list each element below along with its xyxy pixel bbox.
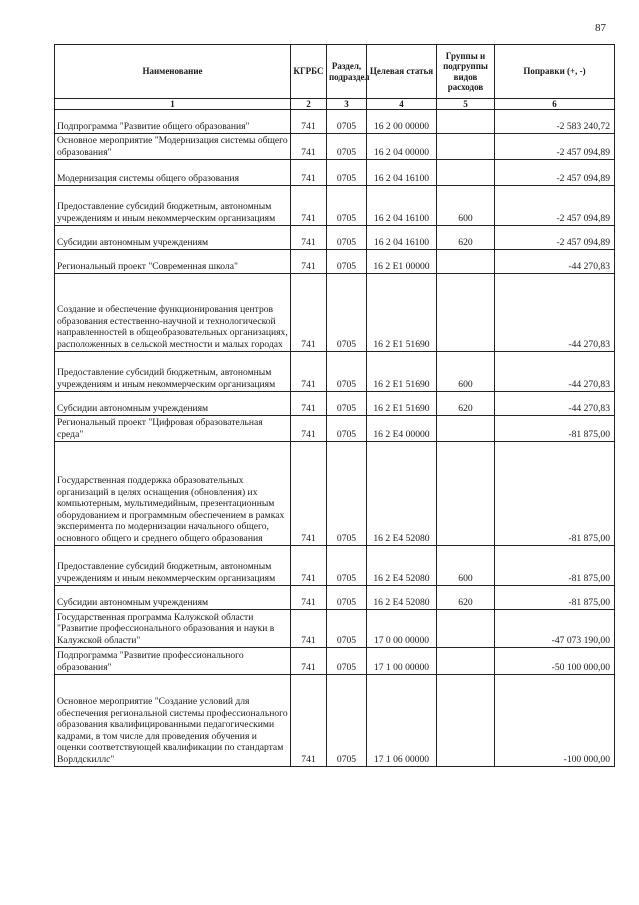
row-kgrbs: 741 [291, 392, 327, 416]
table-row [55, 648, 615, 675]
row-kgrbs: 741 [291, 160, 327, 186]
row-target: 16 2 04 16100 [367, 160, 437, 186]
row-group [437, 442, 495, 546]
row-kgrbs: 741 [291, 546, 327, 586]
table-row [55, 226, 615, 250]
row-section: 0705 [327, 134, 367, 160]
row-section: 0705 [327, 226, 367, 250]
row-kgrbs: 741 [291, 352, 327, 392]
row-group: 600 [437, 546, 495, 586]
row-name: Предоставление субсидий бюджетным, автономным учреждениям и иным некоммерческим организациям [55, 352, 291, 392]
column-number: 3 [327, 99, 367, 110]
table-row [55, 586, 615, 610]
header-name: Наименование [55, 45, 291, 99]
row-kgrbs: 741 [291, 110, 327, 134]
row-amount: -44 270,83 [495, 274, 615, 352]
header-kgrbs: КГРБС [291, 45, 327, 99]
row-name: Региональный проект "Цифровая образовательная среда" [55, 416, 291, 442]
table-row [55, 274, 615, 352]
row-target: 16 2 E4 52080 [367, 586, 437, 610]
row-group [437, 110, 495, 134]
row-target: 16 2 E4 00000 [367, 416, 437, 442]
table-row [55, 416, 615, 442]
row-amount: -2 457 094,89 [495, 160, 615, 186]
row-section: 0705 [327, 586, 367, 610]
row-name: Субсидии автономным учреждениям [55, 226, 291, 250]
row-amount: -44 270,83 [495, 392, 615, 416]
table-row [55, 675, 615, 767]
row-group [437, 610, 495, 648]
row-kgrbs: 741 [291, 250, 327, 274]
row-kgrbs: 741 [291, 675, 327, 767]
row-target: 16 2 04 16100 [367, 186, 437, 226]
table-row [55, 250, 615, 274]
row-amount: -81 875,00 [495, 546, 615, 586]
row-group [437, 134, 495, 160]
row-target: 17 0 00 00000 [367, 610, 437, 648]
row-group [437, 250, 495, 274]
row-section: 0705 [327, 392, 367, 416]
column-number: 5 [437, 99, 495, 110]
row-name: Предоставление субсидий бюджетным, автономным учреждениям и иным некоммерческим организациям [55, 186, 291, 226]
header-row [55, 45, 615, 99]
row-section: 0705 [327, 610, 367, 648]
column-number: 1 [55, 99, 291, 110]
row-section: 0705 [327, 186, 367, 226]
header-groups: Группы и подгруппы видов расходов [437, 45, 495, 99]
table-row [55, 352, 615, 392]
row-group: 620 [437, 226, 495, 250]
row-target: 16 2 E1 51690 [367, 392, 437, 416]
row-target: 16 2 00 00000 [367, 110, 437, 134]
row-name: Основное мероприятие "Создание условий для обеспечения региональной системы профессионального образования квалифицированными педагогическими кадрами, в том числе для проведения обучения и оценки соответствующей квалификации по стандартам Ворлдскиллс" [55, 675, 291, 767]
row-name: Субсидии автономным учреждениям [55, 586, 291, 610]
row-amount: -44 270,83 [495, 352, 615, 392]
table-row [55, 160, 615, 186]
row-amount: -81 875,00 [495, 442, 615, 546]
row-name: Модернизация системы общего образования [55, 160, 291, 186]
row-kgrbs: 741 [291, 416, 327, 442]
header-target: Целевая статья [367, 45, 437, 99]
row-section: 0705 [327, 648, 367, 675]
row-amount: -44 270,83 [495, 250, 615, 274]
row-target: 16 2 E4 52080 [367, 442, 437, 546]
row-kgrbs: 741 [291, 134, 327, 160]
row-section: 0705 [327, 250, 367, 274]
row-target: 16 2 04 00000 [367, 134, 437, 160]
row-amount: -81 875,00 [495, 416, 615, 442]
row-section: 0705 [327, 675, 367, 767]
row-name: Создание и обеспечение функционирования центров образования естественно-научной и технологической направленностей в общеобразовательных организациях, расположенных в сельской местности и малых городах [55, 274, 291, 352]
row-name: Основное мероприятие "Модернизация системы общего образования" [55, 134, 291, 160]
table-row [55, 186, 615, 226]
row-name: Подпрограмма "Развитие профессионального образования" [55, 648, 291, 675]
row-target: 16 2 E1 51690 [367, 352, 437, 392]
row-target: 16 2 E1 00000 [367, 250, 437, 274]
row-name: Государственная программа Калужской области "Развитие профессионального образования и науки в Калужской области" [55, 610, 291, 648]
row-name: Субсидии автономным учреждениям [55, 392, 291, 416]
column-number: 4 [367, 99, 437, 110]
table-row [55, 610, 615, 648]
column-number-row [55, 99, 615, 110]
row-group: 620 [437, 586, 495, 610]
row-kgrbs: 741 [291, 586, 327, 610]
header-amendments: Поправки (+, -) [495, 45, 615, 99]
row-section: 0705 [327, 442, 367, 546]
row-name: Государственная поддержка образовательных организаций в целях оснащения (обновления) их компьютерным, мультимедийным, презентационным оборудованием и программным обеспечением в рамках эксперимента по модернизации начального общего, основного общего и среднего общего образования [55, 442, 291, 546]
table-row [55, 392, 615, 416]
row-name: Подпрограмма "Развитие общего образования" [55, 110, 291, 134]
row-kgrbs: 741 [291, 274, 327, 352]
row-group [437, 648, 495, 675]
row-section: 0705 [327, 416, 367, 442]
row-group [437, 160, 495, 186]
row-group: 600 [437, 352, 495, 392]
row-group [437, 675, 495, 767]
row-target: 17 1 00 00000 [367, 648, 437, 675]
row-amount: -50 100 000,00 [495, 648, 615, 675]
page-number: 87 [595, 22, 606, 34]
row-target: 17 1 06 00000 [367, 675, 437, 767]
row-kgrbs: 741 [291, 610, 327, 648]
row-name: Предоставление субсидий бюджетным, автономным учреждениям и иным некоммерческим организациям [55, 546, 291, 586]
table-row [55, 442, 615, 546]
budget-table [54, 44, 615, 767]
row-section: 0705 [327, 160, 367, 186]
row-name: Региональный проект "Современная школа" [55, 250, 291, 274]
row-section: 0705 [327, 352, 367, 392]
table-row [55, 546, 615, 586]
column-number: 2 [291, 99, 327, 110]
row-kgrbs: 741 [291, 442, 327, 546]
row-amount: -100 000,00 [495, 675, 615, 767]
row-amount: -2 457 094,89 [495, 186, 615, 226]
row-group [437, 416, 495, 442]
row-target: 16 2 E1 51690 [367, 274, 437, 352]
row-kgrbs: 741 [291, 648, 327, 675]
column-number: 6 [495, 99, 615, 110]
row-amount: -2 457 094,89 [495, 134, 615, 160]
row-section: 0705 [327, 274, 367, 352]
table-row [55, 110, 615, 134]
row-section: 0705 [327, 110, 367, 134]
row-amount: -81 875,00 [495, 586, 615, 610]
row-amount: -2 457 094,89 [495, 226, 615, 250]
row-group: 600 [437, 186, 495, 226]
table-row [55, 134, 615, 160]
row-amount: -47 073 190,00 [495, 610, 615, 648]
row-target: 16 2 04 16100 [367, 226, 437, 250]
row-kgrbs: 741 [291, 186, 327, 226]
row-kgrbs: 741 [291, 226, 327, 250]
row-amount: -2 583 240,72 [495, 110, 615, 134]
header-section: Раздел, подраздел [327, 45, 367, 99]
row-target: 16 2 E4 52080 [367, 546, 437, 586]
row-group [437, 274, 495, 352]
row-section: 0705 [327, 546, 367, 586]
row-group: 620 [437, 392, 495, 416]
